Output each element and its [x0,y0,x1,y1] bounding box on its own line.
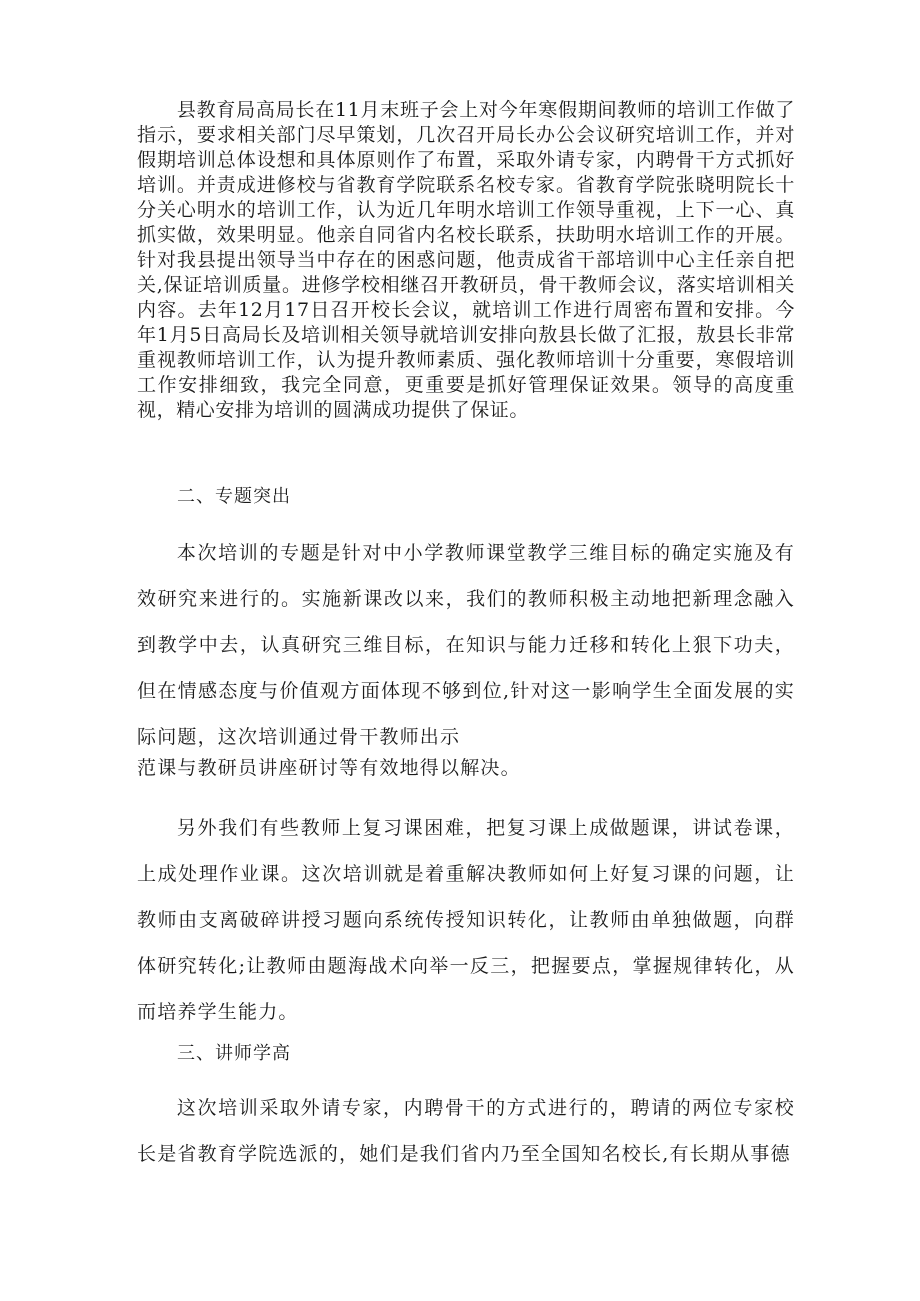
paragraph-review-lessons: 另外我们有些教师上复习课困难，把复习课上成做题课，讲试卷课，上成处理作业课。这次培训就是着重解决教师如何上好复习课的问题，让教师由支离破碎讲授习题向系统传授知识转化，让教师由单独做题，向群体研究转化;让教师由题海战术向举一反三，把握要点，掌握规律转化，从而培养学生能力。 [137,817,795,1023]
section-heading-lecturers: 三、讲师学高 [177,1043,291,1064]
paragraph-leadership: 县教育局高局长在11月末班子会上对今年寒假期间教师的培训工作做了指示，要求相关部门尽早策划，几次召开局长办公会议研究培训工作，并对假期培训总体设想和具体原则作了布置，采取外请专家，内聘骨干方式抓好培训。并责成进修校与省教育学院联系名校专家。省教育学院张晓明院长十分关心明水的培训工作，认为近几年明水培训工作领导重视，上下一心、真抓实做，效果明显。他亲自同省内名校长联系，扶助明水培训工作的开展。针对我县提出领导当中存在的困惑问题，他责成省干部培训中心主任亲自把关,保证培训质量。进修学校相继召开教研员，骨干教师会议，落实培训相关内容。去年12月17日召开校长会议，就培训工作进行周密布置和安排。今年1月5日高局长及培训相关领导就培训安排向敖县长做了汇报，敖县长非常重视教师培训工作，认为提升教师素质、强化教师培训十分重要，寒假培训工作安排细致，我完全同意，更重要是抓好管理保证效果。领导的高度重视，精心安排为培训的圆满成功提供了保证。 [137,99,795,421]
section-heading-topic: 二、专题突出 [177,486,291,507]
paragraph-topic: 本次培训的专题是针对中小学教师课堂教学三维目标的确定实施及有效研究来进行的。实施新课改以来，我们的教师积极主动地把新理念融入到教学中去，认真研究三维目标，在知识与能力迁移和转化上狠下功夫，但在情感态度与价值观方面体现不够到位,针对这一影响学生全面发展的实际问题，这次培训通过骨干教师出示 [137,542,795,748]
paragraph-topic-continuation: 范课与教研员讲座研讨等有效地得以解决。 [137,757,521,779]
paragraph-lecturers: 这次培训采取外请专家，内聘骨干的方式进行的，聘请的两位专家校长是省教育学院选派的，她们是我们省内乃至全国知名校长,有长期从事德 [137,1097,795,1165]
